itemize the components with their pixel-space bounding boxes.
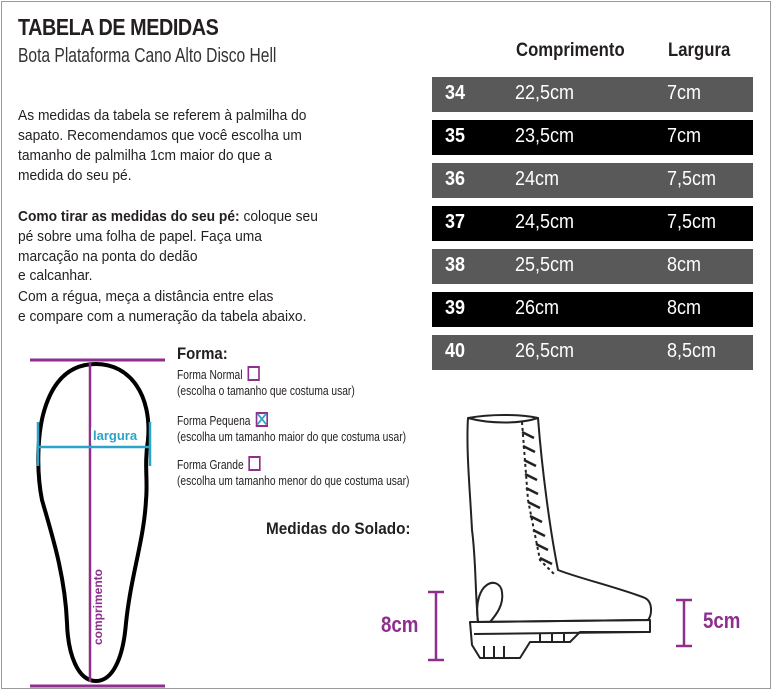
howto-line: Com a régua, meça a distância entre elas [18, 288, 274, 305]
size-value: 40 [445, 340, 466, 362]
length-value: 25,5cm [515, 254, 575, 276]
option-desc: (escolha o tamanho que costuma usar) [177, 384, 355, 398]
boot-sole-ridge [474, 632, 646, 634]
col-header-length: Comprimento [516, 40, 625, 61]
platform-height-label: 8cm [381, 612, 419, 637]
platform-height-bracket [424, 588, 448, 664]
howto-label: Como tirar as medidas do seu pé: [18, 208, 240, 225]
page-title: TABELA DE MEDIDAS [18, 14, 219, 40]
size-value: 35 [445, 125, 466, 147]
option-name: Forma Grande [177, 458, 244, 472]
howto-text: coloque seu [239, 208, 318, 225]
size-row [432, 163, 753, 198]
forma-option-normal [177, 366, 355, 399]
insole-diagram [30, 355, 165, 690]
forma-grande-checkbox[interactable] [249, 456, 261, 471]
length-value: 24,5cm [515, 211, 575, 233]
howto-line: e calcanhar. [18, 267, 93, 284]
length-value: 24cm [515, 168, 560, 190]
howto-line: e compare com a numeração da tabela abaixo. [18, 308, 307, 325]
howto-line: pé sobre uma folha de papel. Faça uma [18, 228, 262, 245]
howto-line: marcação na ponta do dedão [18, 248, 198, 265]
forma-title: Forma: [177, 344, 228, 363]
forma-pequena-checkbox[interactable] [255, 412, 267, 427]
size-value: 39 [445, 297, 466, 319]
boot-illustration [460, 410, 660, 670]
width-value: 7cm [667, 82, 702, 104]
length-value: 23,5cm [515, 125, 575, 147]
forma-option-grande [177, 456, 409, 489]
boot-stitching [522, 422, 556, 576]
option-desc: (escolha um tamanho menor do que costuma usar) [177, 474, 410, 488]
intro-line: sapato. Recomendamos que você escolha um [18, 127, 302, 144]
intro-line: As medidas da tabela se referem à palmilha do [18, 107, 307, 124]
size-value: 36 [445, 168, 466, 190]
product-name: Bota Plataforma Cano Alto Disco Hell [18, 45, 277, 67]
boot-collar [468, 418, 538, 423]
size-value: 34 [445, 82, 466, 104]
width-label: largura [93, 428, 138, 443]
width-value: 8cm [667, 297, 702, 319]
size-row [432, 249, 753, 284]
size-row [432, 206, 753, 241]
width-value: 7,5cm [667, 211, 717, 233]
option-desc: (escolha um tamanho maior do que costuma usar) [177, 430, 407, 444]
length-value: 22,5cm [515, 82, 575, 104]
boot-heel-counter [477, 583, 502, 622]
size-row [432, 120, 753, 155]
width-value: 8cm [667, 254, 702, 276]
size-row [432, 77, 753, 112]
col-header-width: Largura [668, 40, 731, 61]
front-height-bracket [672, 596, 696, 650]
width-value: 7,5cm [667, 168, 717, 190]
width-value: 8,5cm [667, 340, 717, 362]
forma-normal-checkbox[interactable] [247, 366, 259, 381]
boot-upper [467, 415, 651, 622]
howto-line [18, 207, 318, 227]
forma-option-pequena [177, 412, 406, 445]
length-value: 26,5cm [515, 340, 575, 362]
intro-line: medida do seu pé. [18, 167, 132, 184]
width-value: 7cm [667, 125, 702, 147]
size-row [432, 292, 753, 327]
size-value: 37 [445, 211, 466, 233]
boot-platform-sole [470, 620, 650, 658]
boot-laces [522, 432, 552, 564]
size-row [432, 335, 753, 370]
sole-title: Medidas do Solado: [266, 519, 411, 538]
boot-treads [484, 634, 564, 658]
length-value: 26cm [515, 297, 560, 319]
size-value: 38 [445, 254, 466, 276]
option-name: Forma Pequena [177, 414, 251, 428]
intro-line: tamanho de palmilha 1cm maior do que a [18, 147, 272, 164]
length-label: comprimento [91, 568, 105, 645]
option-name: Forma Normal [177, 368, 243, 382]
front-height-label: 5cm [703, 608, 741, 633]
